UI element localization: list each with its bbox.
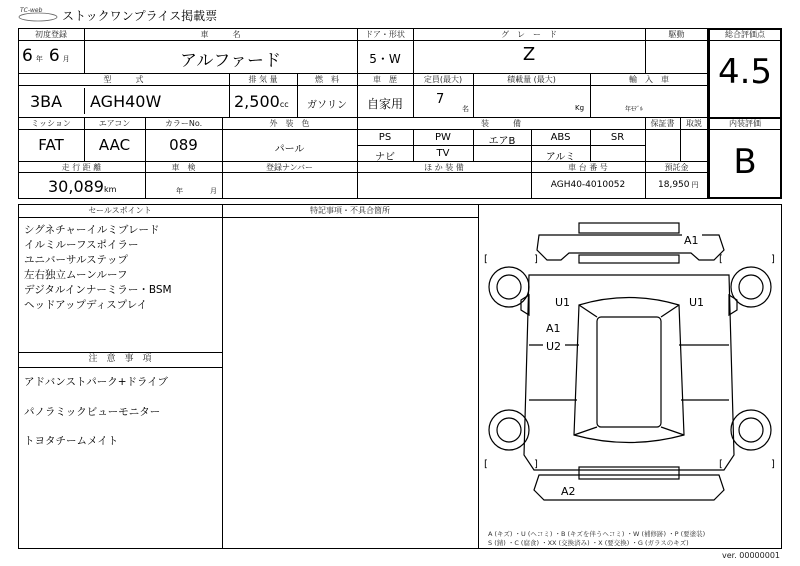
damage-mark: U2 [546,340,562,353]
header-other-equip: ほ か 装 備 [424,163,464,172]
equip-navi: ナビ [375,152,395,163]
header-manual: 取説 [686,119,702,128]
header-history: 車 歴 [373,75,397,84]
color-no-value: 089 [169,136,198,154]
bracket: [ [484,459,488,470]
header-equipment: 装 備 [481,119,521,128]
header-mission: ミッション [31,119,71,128]
equip-tv: TV [436,148,450,159]
sales-point: シグネチャーイルミブレード [24,224,160,236]
fuel-value: ガソリン [307,100,347,111]
year-model-label: 年ﾓﾃﾞﾙ [625,106,644,113]
bracket: ] [534,459,538,470]
header-inspection: 車 検 [171,163,196,172]
equip-ps: PS [378,132,392,143]
equip-sr: SR [610,132,625,143]
frame-no-value: AGH40-4010052 [550,180,626,190]
grade-value: Z [522,44,536,65]
mission-value: FAT [38,136,64,154]
header-exterior-color: 外 装 色 [269,119,310,128]
header-import: 輸 入 車 [629,75,669,84]
reg-year: 6 年 6 月 [22,46,70,66]
load-unit: Kg [575,104,585,112]
capacity-value: 7 [436,92,445,107]
model-value: 3BA [30,92,63,111]
header-color-no: カラーNo. [164,119,203,128]
sales-point: デジタルインナーミラー・BSM [24,284,172,296]
damage-legend-line2: S (錆) ・C (腐食) ・XX (交換済み) ・X (要交換) ・G (ガラスのキズ) [488,539,689,547]
header-caution: 注 意 事 項 [88,354,152,364]
overall-score-value: 4.5 [717,52,773,92]
deposit-value: 18,950 円 [658,180,699,190]
header-car-name: 車 名 [200,30,241,39]
exterior-color-value: パール [274,144,305,155]
aircon-value: AAC [98,136,131,154]
page-title: ストックワンプライス掲載票 [62,9,218,23]
caution-item: トヨタチームメイト [24,435,119,447]
header-displacement: 排 気 量 [248,75,278,84]
header-model: 型 式 [103,75,144,84]
header-aircon: エアコン [98,119,131,128]
sales-point: ユニバーサルステップ [24,254,128,266]
damage-mark: A1 [684,234,699,247]
bracket: [ [719,459,723,470]
damage-legend-line1: A (キズ) ・U (ヘコミ) ・B (キズを伴うヘコミ) ・W (補修跡) ・P (要塗装) [488,530,706,538]
displacement-value: 2,500cc [234,92,289,111]
car-name-value: アルファード [180,51,281,71]
interior-score-value: B [733,142,757,182]
header-deposit: 預託金 [664,163,689,172]
damage-mark: A2 [561,485,576,498]
header-door-type: ドア・形状 [365,30,405,39]
header-frame-no: 車 台 番 号 [568,163,608,172]
caution-item: パノラミックビューモニター [24,406,161,418]
caution-item: アドバンストパーク+ドライブ [24,376,168,388]
damage-mark: U1 [689,296,705,309]
header-drive: 駆動 [668,30,685,39]
header-special-notes: 特記事項・不具合箇所 [310,206,390,215]
equip-pw: PW [435,132,451,143]
sales-point: ヘッドアップディスプレイ [24,299,148,311]
sales-point: 左右独立ムーンルーフ [24,269,128,281]
header-interior-score: 内装評価 [729,119,761,128]
equip-abs: ABS [550,132,571,143]
header-load: 積載量 (最大) [507,75,556,84]
version-label: ver. 00000001 [721,551,780,560]
sales-point: イルミルーフスポイラー [24,239,139,251]
logo [18,7,58,19]
bracket: ] [771,254,775,265]
mileage-value: 30,089km [48,177,117,196]
damage-mark: A1 [546,322,561,335]
inspect-year: 年 [176,187,183,195]
header-first-reg: 初度登録 [35,30,67,39]
inspect-month: 月 [210,187,217,195]
door-value: 5・W [369,52,401,66]
header-sales-points: セールスポイント [88,206,152,215]
logo-text: TC-web [20,7,43,14]
header-warranty: 保証書 [650,119,675,128]
bracket: [ [484,254,488,265]
header-mileage: 走 行 距 離 [61,163,102,172]
header-overall-score: 総合評価点 [725,30,765,39]
equip-airbag: エアB [488,136,516,147]
equip-alumi: アルミ [545,152,576,163]
header-plate: 登録ナンバー [265,163,314,172]
bracket: [ [719,254,723,265]
car-damage-diagram [479,205,781,527]
header-capacity: 定員(最大) [423,75,463,84]
history-value: 自家用 [366,97,403,111]
bracket: ] [534,254,538,265]
header-fuel: 燃 料 [315,75,339,84]
damage-mark: U1 [555,296,571,309]
model-code-value: AGH40W [90,92,162,111]
bracket: ] [771,459,775,470]
capacity-unit: 名 [462,105,469,113]
header-grade: グ レ ー ド [501,30,557,39]
